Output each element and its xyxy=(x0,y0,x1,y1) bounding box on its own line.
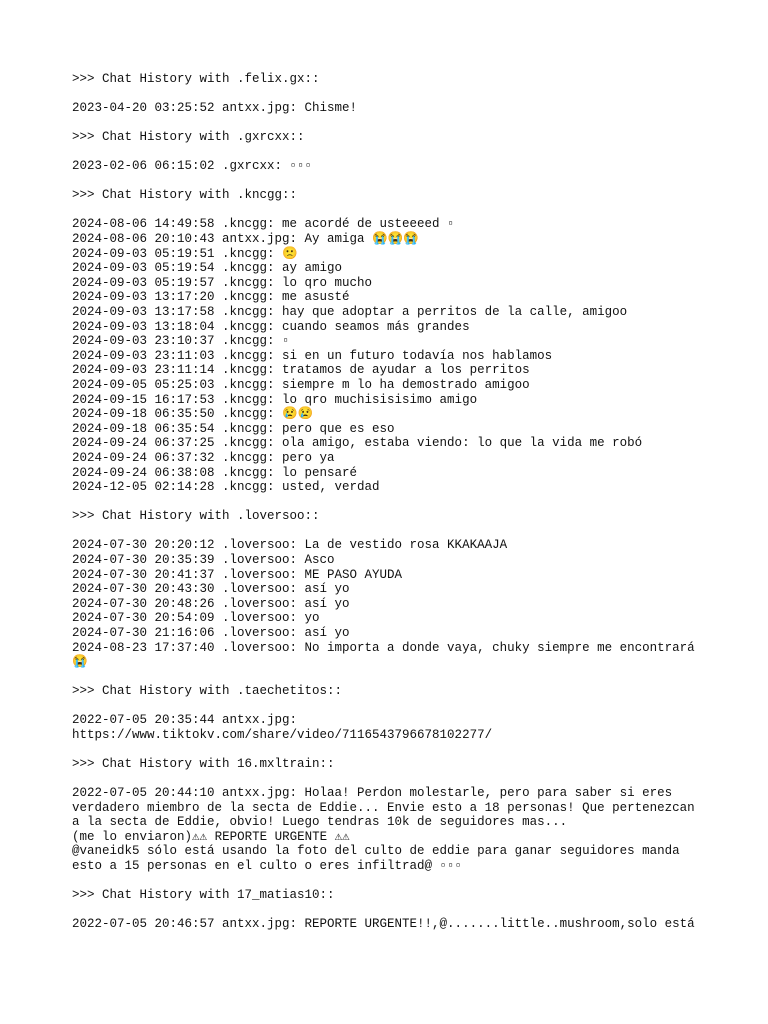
chat-section xyxy=(72,72,712,116)
chat-message-line: 2024-09-03 05:19:54 .kncgg: ay amigo xyxy=(72,261,343,276)
chat-message-line: 2024-09-03 13:18:04 .kncgg: cuando seamos más grandes xyxy=(72,319,470,334)
chat-message-line: 2024-09-05 05:25:03 .kncgg: siempre m lo ha demostrado amigoo xyxy=(72,378,530,392)
chat-section xyxy=(72,509,712,669)
chat-message-line: a la secta de Eddie, obvio! Luego tendras 10k de seguidores mas... xyxy=(72,815,568,830)
chat-message-line: 😭 xyxy=(72,655,88,670)
chat-section-header: >>> Chat History with 17_matias10:: xyxy=(72,888,335,903)
chat-message-line: (me lo enviaron)⚠⚠ REPORTE URGENTE ⚠⚠ xyxy=(72,829,350,844)
chat-section-header: >>> Chat History with 16.mxltrain:: xyxy=(72,756,335,771)
chat-section-header: >>> Chat History with .felix.gx:: xyxy=(72,72,320,86)
chat-message-line: 2024-09-18 06:35:50 .kncgg: 😢😢 xyxy=(72,407,314,422)
chat-message-line: verdadero miembro de la secta de Eddie... Envie esto a 18 personas! Que pertenezcan xyxy=(72,800,695,815)
chat-message-line: 2023-04-20 03:25:52 antxx.jpg: Chisme! xyxy=(72,101,358,116)
chat-section-header: >>> Chat History with .kncgg:: xyxy=(72,188,298,203)
chat-section xyxy=(72,188,712,494)
chat-message-line: 2024-09-24 06:37:25 .kncgg: ola amigo, estaba viendo: lo que la vida me robó xyxy=(72,436,643,451)
chat-section-header: >>> Chat History with .loversoo:: xyxy=(72,509,320,524)
chat-section xyxy=(72,888,712,932)
chat-message-line: 2024-07-30 20:43:30 .loversoo: así yo xyxy=(72,582,350,597)
chat-message-line: https://www.tiktokv.com/share/video/7116543796678102277/ xyxy=(72,727,493,742)
chat-section-header: >>> Chat History with .gxrcxx:: xyxy=(72,130,305,145)
chat-message-line: esto a 15 personas en el culto o eres infiltrad@ ▫▫▫ xyxy=(72,859,463,874)
chat-message-line: 2024-07-30 20:35:39 .loversoo: Asco xyxy=(72,552,335,567)
chat-message-line: 2024-08-23 17:37:40 .loversoo: No importa a donde vaya, chuky siempre me encontrará xyxy=(72,640,695,655)
chat-message-line: 2024-09-03 23:10:37 .kncgg: ▫ xyxy=(72,334,290,349)
chat-message-line: @vaneidk5 sólo está usando la foto del culto de eddie para ganar seguidores manda xyxy=(72,844,680,859)
chat-message-line: 2024-07-30 20:54:09 .loversoo: yo xyxy=(72,611,320,626)
chat-message-line: 2024-09-03 23:11:03 .kncgg: si en un futuro todavía nos hablamos xyxy=(72,348,553,363)
chat-message-line: 2024-09-24 06:37:32 .kncgg: pero ya xyxy=(72,450,335,465)
chat-message-line: 2024-09-24 06:38:08 .kncgg: lo pensaré xyxy=(72,465,358,480)
chat-message-line: 2024-09-03 05:19:51 .kncgg: 🙁 xyxy=(72,246,298,261)
chat-section xyxy=(72,757,712,874)
chat-message-line: 2024-09-15 16:17:53 .kncgg: lo qro muchisisisimo amigo xyxy=(72,392,478,407)
chat-message-line: 2022-07-05 20:35:44 antxx.jpg: xyxy=(72,713,298,728)
chat-message-line: 2024-08-06 20:10:43 antxx.jpg: Ay amiga 😭😭😭 xyxy=(72,232,419,247)
chat-message-line: 2024-12-05 02:14:28 .kncgg: usted, verdad xyxy=(72,480,380,495)
chat-message-line: 2024-09-18 06:35:54 .kncgg: pero que es eso xyxy=(72,421,395,436)
chat-message-line: 2024-09-03 13:17:20 .kncgg: me asusté xyxy=(72,290,350,305)
chat-message-line: 2022-07-05 20:46:57 antxx.jpg: REPORTE URGENTE!!,@.......little..mushroom,solo está xyxy=(72,917,695,932)
chat-section xyxy=(72,684,712,742)
chat-message-line: 2022-07-05 20:44:10 antxx.jpg: Holaa! Perdon molestarle, pero para saber si eres xyxy=(72,786,673,801)
chat-message-line: 2024-09-03 05:19:57 .kncgg: lo qro mucho xyxy=(72,275,373,290)
chat-section-header: >>> Chat History with .taechetitos:: xyxy=(72,684,343,699)
chat-message-line: 2024-07-30 20:20:12 .loversoo: La de vestido rosa KKAKAAJA xyxy=(72,538,508,553)
chat-message-line: 2023-02-06 06:15:02 .gxrcxx: ▫▫▫ xyxy=(72,159,313,174)
chat-message-line: 2024-07-30 21:16:06 .loversoo: así yo xyxy=(72,625,350,640)
chat-message-line: 2024-07-30 20:48:26 .loversoo: así yo xyxy=(72,596,350,611)
chat-message-line: 2024-09-03 13:17:58 .kncgg: hay que adoptar a perritos de la calle, amigoo xyxy=(72,305,628,320)
chat-message-line: 2024-09-03 23:11:14 .kncgg: tratamos de ayudar a los perritos xyxy=(72,363,530,378)
chat-section xyxy=(72,130,712,174)
chat-message-line: 2024-08-06 14:49:58 .kncgg: me acordé de usteeeed ▫ xyxy=(72,217,455,232)
chat-message-line: 2024-07-30 20:41:37 .loversoo: ME PASO AYUDA xyxy=(72,567,403,582)
